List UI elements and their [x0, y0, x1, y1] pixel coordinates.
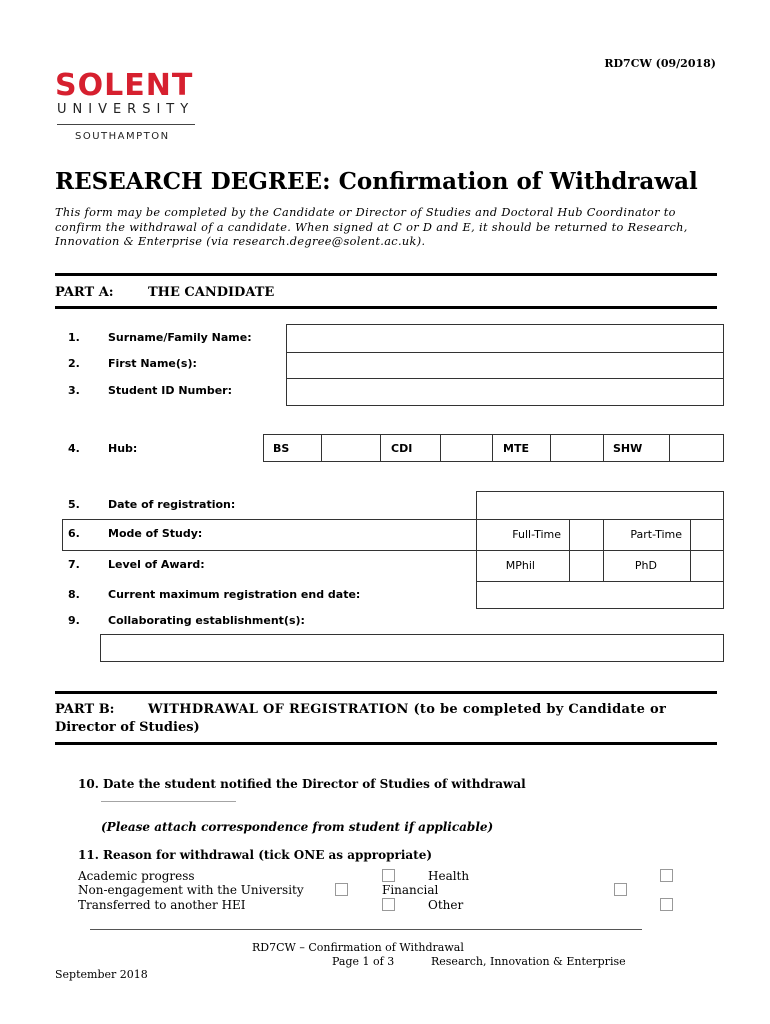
q9-label: Collaborating establishment(s): — [108, 614, 305, 627]
hub-bs-text: BS — [273, 442, 290, 455]
form-code: RD7CW (09/2018) — [604, 57, 716, 70]
part-b-top-rule — [55, 691, 717, 694]
hub-checkbox-bs[interactable] — [321, 434, 381, 462]
hub-checkbox-mte[interactable] — [550, 434, 604, 462]
checkbox-financial[interactable] — [614, 883, 627, 896]
q3-label: Student ID Number: — [108, 384, 232, 397]
reason-health: Health — [428, 869, 470, 883]
q11-text: Reason for withdrawal (tick ONE as appropriate) — [103, 848, 433, 862]
part-b-bottom-rule — [55, 742, 717, 745]
mode-parttime-text: Part-Time — [630, 528, 682, 541]
reason-non-engagement: Non-engagement with the University — [78, 883, 304, 897]
logo-wordmark: SOLENT — [55, 68, 194, 103]
footer-page-number: Page 1 of 3 — [332, 955, 395, 968]
hub-label-cdi — [380, 434, 441, 462]
q3-number: 3. — [68, 384, 80, 397]
q7-label: Level of Award: — [108, 558, 205, 571]
q8-number: 8. — [68, 588, 80, 601]
hub-mte-text: MTE — [503, 442, 529, 455]
award-options — [476, 550, 724, 582]
registration-date-field[interactable] — [476, 491, 724, 520]
checkbox-non-engagement[interactable] — [335, 883, 348, 896]
hub-cdi-text: CDI — [391, 442, 413, 455]
hub-checkbox-cdi[interactable] — [440, 434, 493, 462]
award-phd-text: PhD — [634, 559, 657, 572]
award-label-mphil — [476, 550, 570, 582]
q11-number: 11. — [78, 848, 99, 862]
q10-number: 10. — [78, 777, 99, 791]
student-id-field[interactable] — [286, 378, 724, 406]
q6-number: 6. — [68, 527, 80, 540]
checkbox-academic-progress[interactable] — [382, 869, 395, 882]
q2-label: First Name(s): — [108, 357, 197, 370]
mode-checkbox-fulltime[interactable] — [569, 519, 604, 551]
hub-checkbox-shw[interactable] — [669, 434, 724, 462]
hub-label-shw — [603, 434, 670, 462]
award-checkbox-mphil[interactable] — [569, 550, 604, 582]
collaborating-establishments-field[interactable] — [100, 634, 724, 662]
hub-label-mte — [492, 434, 551, 462]
q10-date-line[interactable]: ______________________________ — [101, 792, 236, 802]
checkbox-health[interactable] — [660, 869, 673, 882]
hub-label-bs — [263, 434, 322, 462]
footer-date: September 2018 — [55, 968, 148, 981]
intro-text: This form may be completed by the Candidate or Director of Studies and Doctoral Hub Coordinator to confirm the withdrawal of a candidate. When signed at C or D and E, it should be returned to Research, Innovation & Enterprise (via research.degree@solent.ac.uk). — [55, 206, 688, 248]
part-a-top-rule — [55, 273, 717, 276]
part-b-title-continued: Director of Studies) — [55, 720, 200, 735]
checkbox-other[interactable] — [660, 898, 673, 911]
q1-number: 1. — [68, 331, 80, 344]
q2-number: 2. — [68, 357, 80, 370]
surname-field[interactable] — [286, 324, 724, 353]
logo-university-text: UNIVERSITY — [57, 102, 195, 117]
reason-transferred: Transferred to another HEI — [78, 898, 246, 912]
q6-label: Mode of Study: — [108, 527, 203, 540]
logo-location-text: SOUTHAMPTON — [75, 131, 170, 142]
mode-fulltime-text: Full-Time — [512, 528, 561, 541]
q10-text: Date the student notified the Director of Studies of withdrawal — [103, 777, 526, 791]
logo-divider — [57, 124, 195, 125]
q5-number: 5. — [68, 498, 80, 511]
part-a-bottom-rule — [55, 306, 717, 309]
q1-label: Surname/Family Name: — [108, 331, 252, 344]
footer-doc-title: RD7CW – Confirmation of Withdrawal — [252, 941, 464, 954]
q10-note: (Please attach correspondence from student if applicable) — [101, 820, 494, 834]
hub-options — [263, 434, 724, 462]
q4-label: Hub: — [108, 442, 138, 455]
checkbox-transferred[interactable] — [382, 898, 395, 911]
hub-shw-text: SHW — [613, 442, 643, 455]
part-b-title: WITHDRAWAL OF REGISTRATION (to be completed by Candidate or — [148, 702, 667, 717]
mode-options — [476, 519, 724, 551]
award-mphil-text: MPhil — [505, 559, 535, 572]
footer-rule — [90, 929, 642, 930]
max-registration-end-date-field[interactable] — [476, 581, 724, 609]
q7-number: 7. — [68, 558, 80, 571]
mode-label-parttime — [603, 519, 691, 551]
part-a-title: THE CANDIDATE — [148, 285, 275, 300]
award-checkbox-phd[interactable] — [690, 550, 724, 582]
footer-department: Research, Innovation & Enterprise — [431, 955, 626, 968]
first-name-field[interactable] — [286, 352, 724, 379]
page-title: RESEARCH DEGREE: Confirmation of Withdrawal — [55, 168, 698, 195]
part-a-label: PART A: — [55, 285, 114, 300]
q9-number: 9. — [68, 614, 80, 627]
q4-number: 4. — [68, 442, 80, 455]
part-b-label: PART B: — [55, 702, 115, 717]
reason-academic-progress: Academic progress — [78, 869, 195, 883]
mode-checkbox-parttime[interactable] — [690, 519, 724, 551]
award-label-phd — [603, 550, 691, 582]
reason-other: Other — [428, 898, 464, 912]
q8-label: Current maximum registration end date: — [108, 588, 361, 601]
mode-label-fulltime — [476, 519, 570, 551]
reason-financial: Financial — [382, 883, 439, 897]
q5-label: Date of registration: — [108, 498, 236, 511]
